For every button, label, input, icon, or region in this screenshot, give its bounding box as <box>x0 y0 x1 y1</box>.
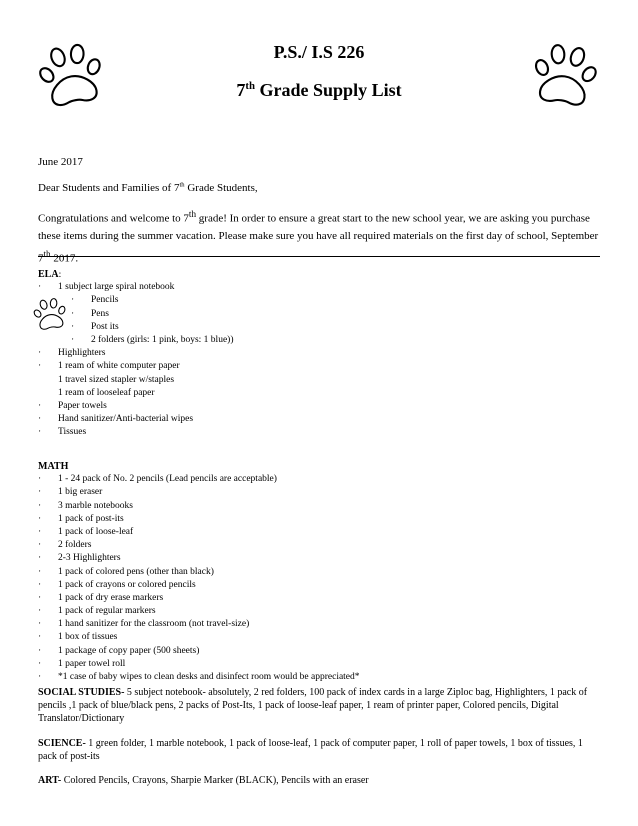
para-part-a: Congratulations and welcome to 7 <box>38 212 189 225</box>
list-item: · Tissues <box>38 427 87 438</box>
page-title <box>0 80 638 101</box>
list-item: · 2 folders (girls: 1 pink, boys: 1 blue)) <box>71 334 234 345</box>
list-item: · Pencils <box>71 295 119 306</box>
list-item: · 1 pack of colored pens (other than black) <box>38 566 214 577</box>
social-studies-heading: SOCIAL STUDIES- <box>38 687 125 698</box>
list-item: · 1 package of copy paper (500 sheets) <box>38 645 200 656</box>
greeting-suffix: th <box>179 181 185 189</box>
social-studies-text: 5 subject notebook- absolutely, 2 red folders, 100 pack of index cards in a large Ziploc bag, Highlighters, 1 pack of pencils ,1 pack of blue/black pens, 2 packs of Post-Its, 1 pack of loose-leaf paper, 1 ream of printer paper, Colored pencils, Digital Translator/Dictionary <box>38 687 588 724</box>
school-name: P.S./ I.S 226 <box>273 42 365 62</box>
list-item: · *1 case of baby wipes to clean desks and disinfect room would be appreciated* <box>38 672 360 682</box>
science-heading: SCIENCE- <box>38 738 86 749</box>
list-item: · 1 - 24 pack of No. 2 pencils (Lead pencils are acceptable) <box>38 474 277 485</box>
math-heading: MATH <box>38 461 69 472</box>
list-item: · 1 paper towel roll <box>38 658 126 669</box>
list-item: · Pens <box>71 308 109 319</box>
list-item: · 2-3 Highlighters <box>38 553 121 564</box>
list-item: · 3 marble notebooks <box>38 500 133 511</box>
art-section <box>38 774 602 787</box>
ela-heading-colon: : <box>58 270 62 280</box>
letter-paragraph <box>38 206 608 268</box>
social-studies-section <box>38 686 602 725</box>
science-text: 1 green folder, 1 marble notebook, 1 pack of loose-leaf, 1 pack of computer paper, 1 roll of paper towels, 1 box of tissues, 1 pack of post-its <box>38 738 583 762</box>
list-item: · 1 subject large spiral notebook <box>38 282 175 293</box>
science-section <box>38 737 602 763</box>
list-item: · 1 big eraser <box>38 487 103 498</box>
list-item: · Post its <box>71 321 119 332</box>
list-item: · 1 ream of white computer paper <box>38 361 180 372</box>
grade-suffix: th <box>245 80 256 92</box>
list-item: · Hand sanitizer/Anti-bacterial wipes <box>38 414 194 425</box>
list-item: · 1 pack of loose-leaf <box>38 526 134 537</box>
grade-title: Grade Supply List <box>255 80 402 100</box>
list-item: · 1 box of tissues <box>38 632 118 643</box>
greeting-part-b: Grade Students, <box>184 182 258 194</box>
grade-number: 7 <box>236 80 246 100</box>
list-item: 1 travel sized stapler w/staples <box>58 374 175 385</box>
art-heading: ART- <box>38 775 62 786</box>
ela-heading: ELA <box>38 269 59 280</box>
list-item: · 2 folders <box>38 540 92 551</box>
para-suffix-2: th <box>43 248 51 259</box>
list-item: · 1 pack of post-its <box>38 513 124 524</box>
math-section <box>38 460 360 684</box>
ela-section <box>38 268 234 439</box>
list-item: · 1 pack of crayons or colored pencils <box>38 579 196 590</box>
list-item: · 1 pack of dry erase markers <box>38 592 164 603</box>
letter-date: June 2017 <box>38 156 83 168</box>
para-suffix-1: th <box>188 209 197 219</box>
art-text: Colored Pencils, Crayons, Sharpie Marker (BLACK), Pencils with an eraser <box>61 775 369 786</box>
list-item: 1 ream of looseleaf paper <box>58 387 155 398</box>
letter-greeting <box>38 182 258 194</box>
divider-line <box>38 256 600 257</box>
greeting-part-a: Dear Students and Families of 7 <box>38 182 180 194</box>
list-item: · 1 hand sanitizer for the classroom (not travel-size) <box>38 619 250 630</box>
list-item: · Highlighters <box>38 348 106 359</box>
para-part-c: 2017. <box>50 252 79 265</box>
list-item: · Paper towels <box>38 400 107 411</box>
list-item: · 1 pack of regular markers <box>38 606 156 617</box>
para-part-b: grade! In order to ensure a great start to the new school year, we are asking you purchase these items during the summer vacation. Please make sure you have all required materials on the first day of school, September 7 <box>38 212 599 265</box>
